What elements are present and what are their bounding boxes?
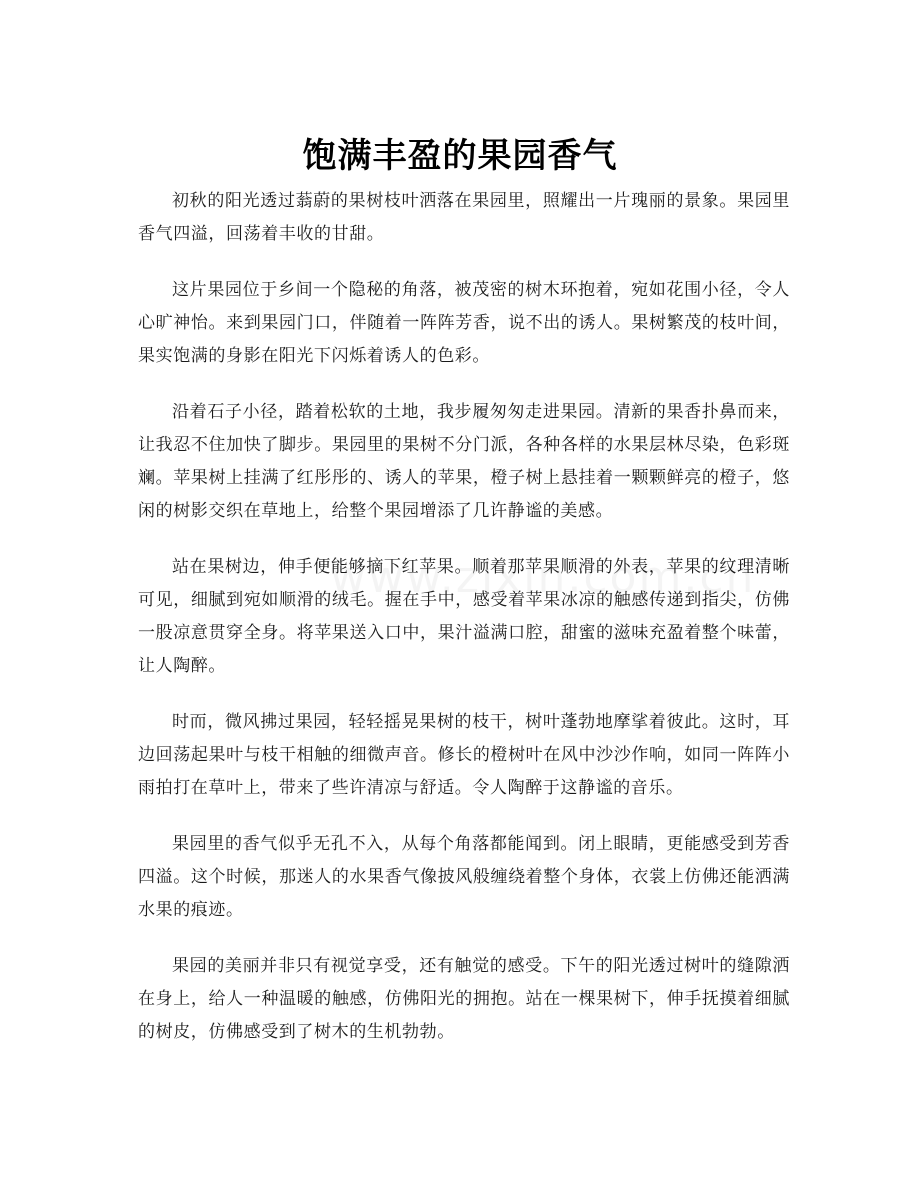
paragraph: 初秋的阳光透过蓊蔚的果树枝叶洒落在果园里，照耀出一片瑰丽的景象。果园里香气四溢，回荡着丰收的甘甜。 [138,191,790,244]
paragraph: 时而，微风拂过果园，轻轻摇晃果树的枝干，树叶蓬勃地摩挲着彼此。这时，耳边回荡起果叶与枝干相触的细微声音。修长的橙树叶在风中沙沙作响，如同一阵阵小雨拍打在草叶上，带来了些许清凉与舒适。令人陶醉于这静谧的音乐。 [138,712,790,798]
document-title: 饱满丰盈的果园香气 [302,135,618,176]
document-body [138,185,790,1072]
paragraph: 果园的美丽并非只有视觉享受，还有触觉的感受。下午的阳光透过树叶的缝隙洒在身上，给人一种温暖的触感，仿佛阳光的拥抱。站在一棵果树下，伸手抚摸着细腻的树皮，仿佛感受到了树木的生机勃勃。 [138,956,790,1042]
paragraph: 站在果树边，伸手便能够摘下红苹果。顺着那苹果顺滑的外表，苹果的纹理清晰可见，细腻到宛如顺滑的绒毛。握在手中，感受着苹果冰凉的触感传递到指尖，仿佛一股凉意贯穿全身。将苹果送入口中，果汁溢满口腔，甜蜜的滋味充盈着整个味蕾，让人陶醉。 [138,557,790,676]
paragraph: 这片果园位于乡间一个隐秘的角落，被茂密的树木环抱着，宛如花围小径，令人心旷神怡。来到果园门口，伴随着一阵阵芳香，说不出的诱人。果树繁茂的枝叶间，果实饱满的身影在阳光下闪烁着诱人的色彩。 [138,280,790,366]
paragraph: 果园里的香气似乎无孔不入，从每个角落都能闻到。闭上眼睛，更能感受到芳香四溢。这个时候，那迷人的水果香气像披风般缠绕着整个身体，衣裳上仿佛还能洒满水果的痕迹。 [138,834,790,920]
paragraph: 沿着石子小径，踏着松软的土地，我步履匆匆走进果园。清新的果香扑鼻而来，让我忍不住加快了脚步。果园里的果树不分门派，各种各样的水果层林尽染，色彩斑斓。苹果树上挂满了红彤彤的、诱人的苹果，橙子树上悬挂着一颗颗鲜亮的橙子，悠闲的树影交织在草地上，给整个果园增添了几许静谧的美感。 [138,402,790,521]
